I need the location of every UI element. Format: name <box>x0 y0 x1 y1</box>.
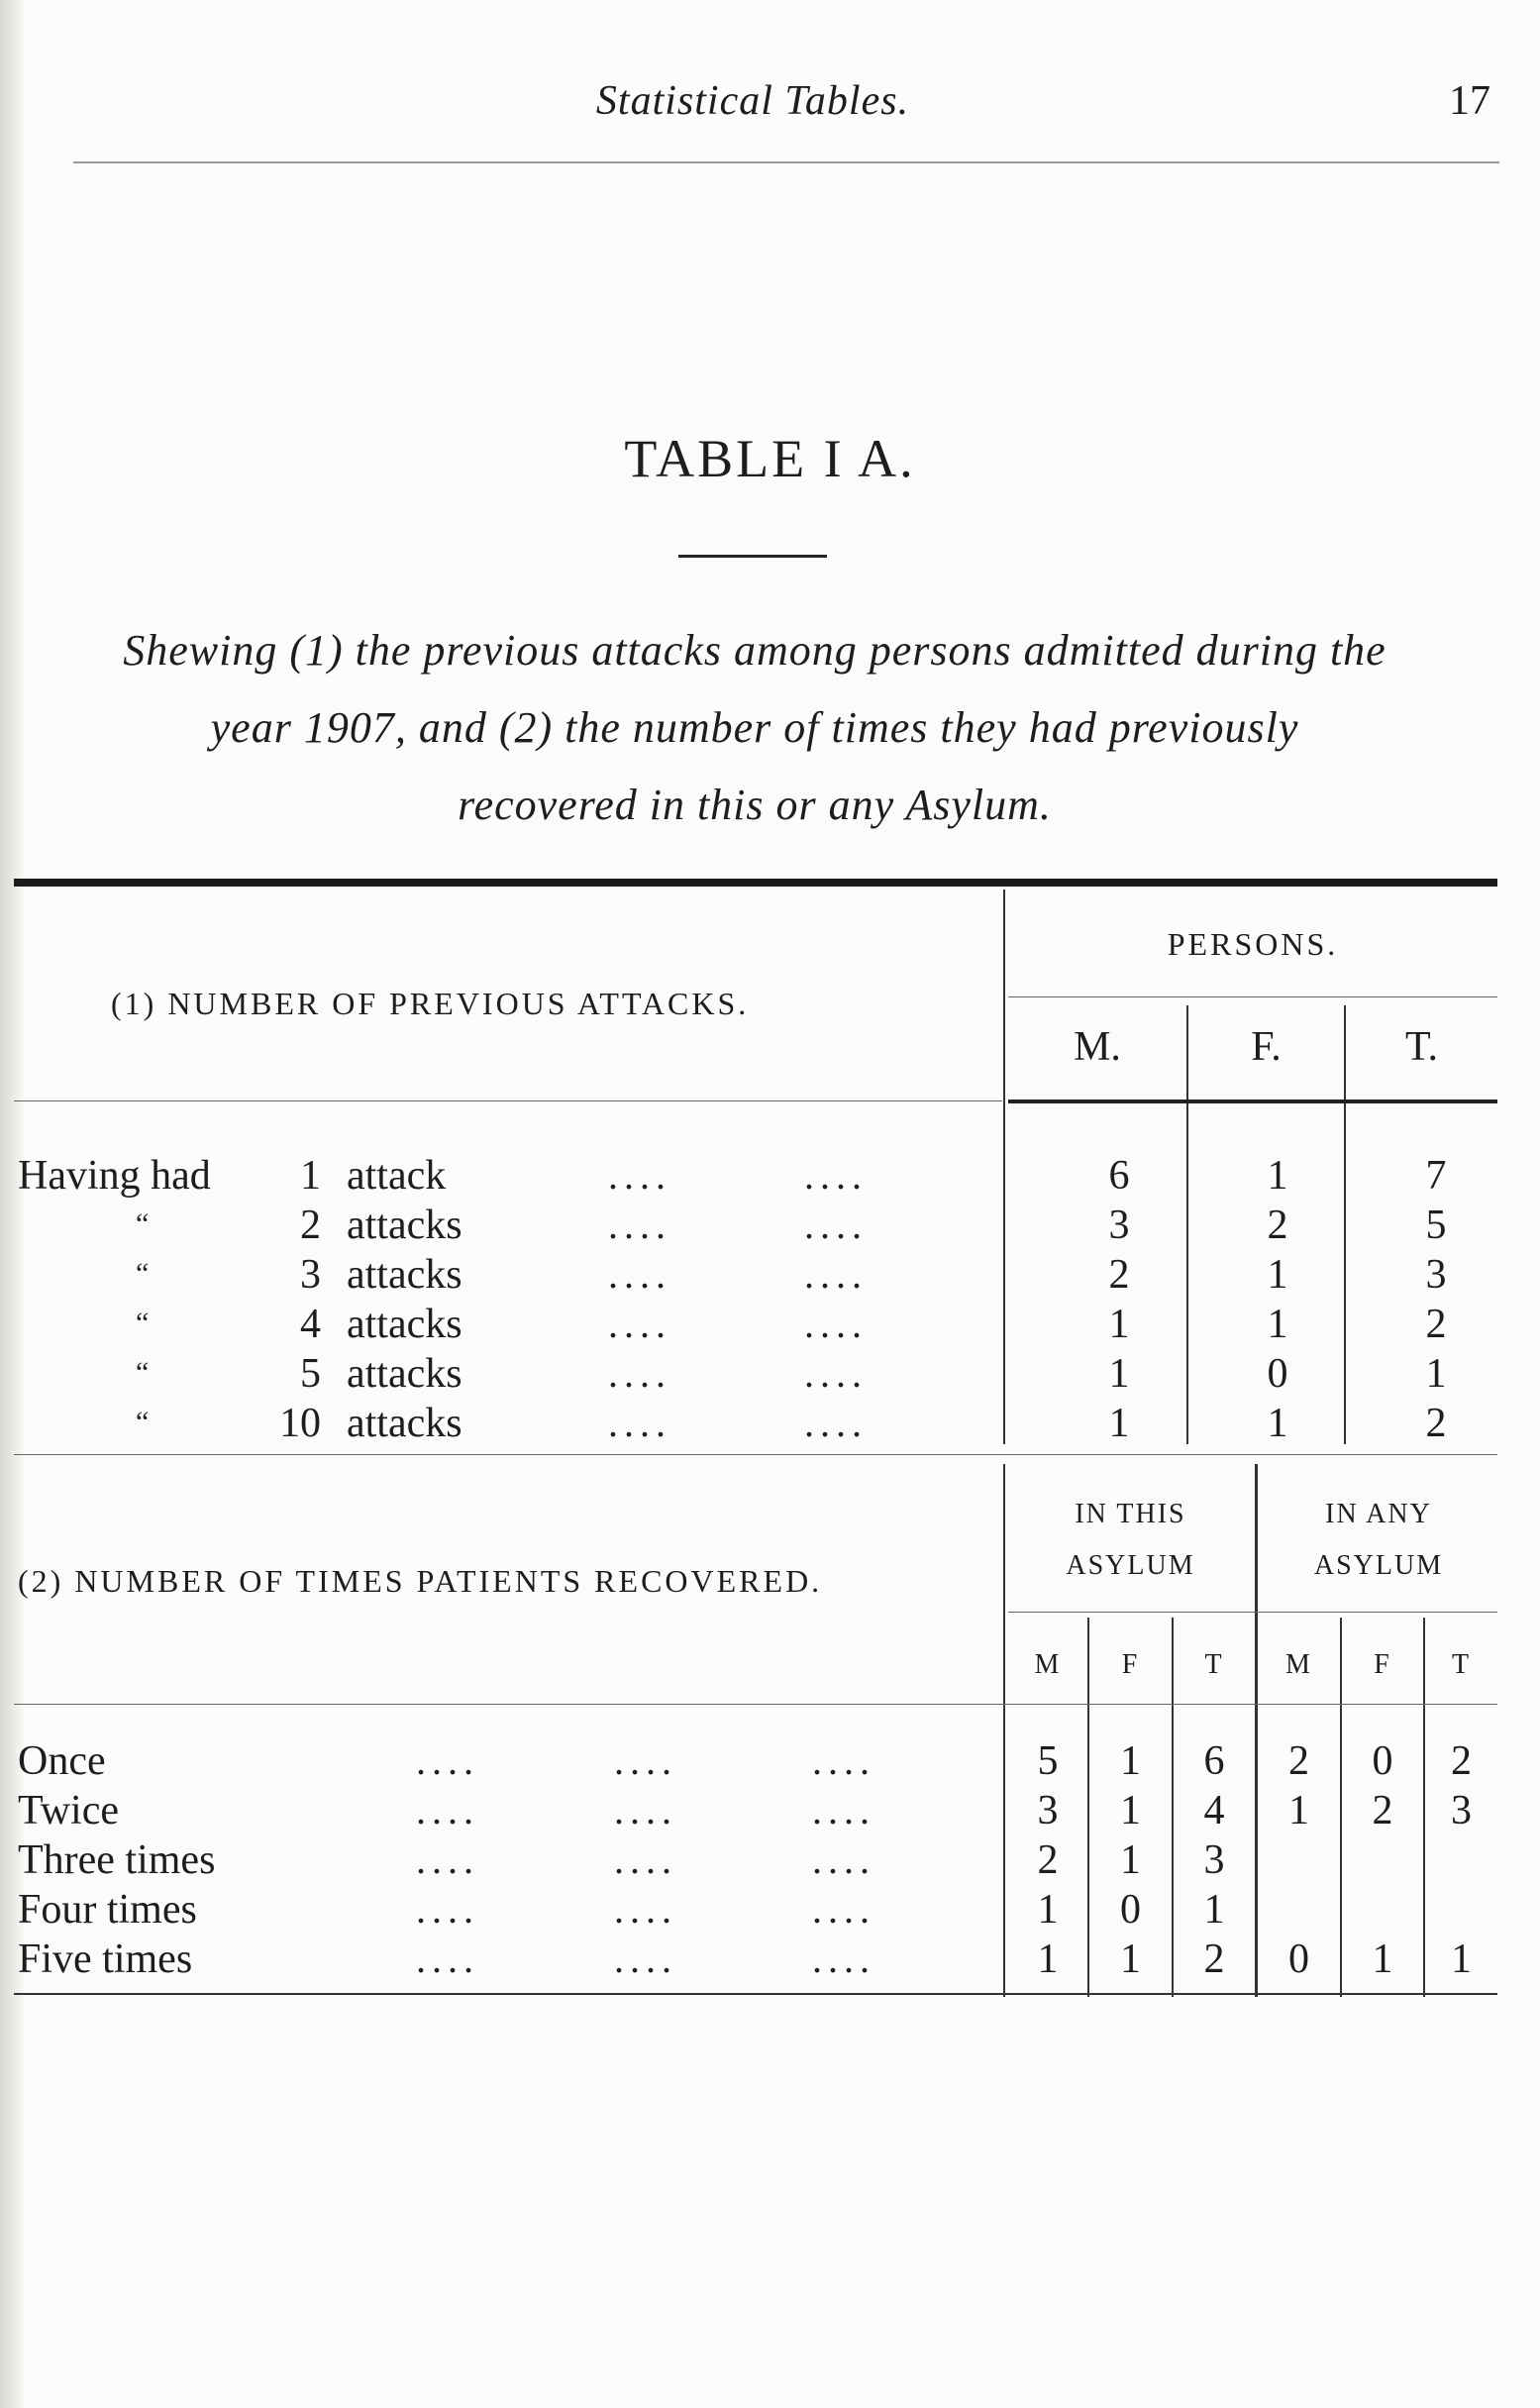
col-any-m: M <box>1285 1649 1312 1680</box>
leader-dots: .... <box>614 1887 677 1932</box>
value-this-t: 3 <box>1203 1837 1225 1883</box>
value-this-t: 2 <box>1203 1937 1225 1982</box>
value-any-f: 0 <box>1372 1738 1393 1784</box>
value-any-t: 1 <box>1451 1937 1472 1982</box>
caption-line: recovered in this or any Asylum. <box>458 781 1052 829</box>
header-line: IN THIS <box>1075 1499 1186 1529</box>
ditto-mark: “ <box>136 1257 150 1290</box>
value-m: 3 <box>1108 1203 1130 1248</box>
value-this-f: 1 <box>1120 1738 1141 1784</box>
attack-unit: attacks <box>347 1351 462 1397</box>
row-prefix: Having had <box>18 1153 211 1199</box>
value-t: 2 <box>1425 1401 1447 1446</box>
leader-dots: .... <box>614 1837 677 1882</box>
leader-dots: .... <box>416 1738 479 1783</box>
col-this-f: F <box>1121 1649 1140 1680</box>
header-rule <box>73 161 1499 163</box>
ditto-mark: “ <box>136 1207 150 1240</box>
attack-count: 10 <box>279 1401 321 1446</box>
header-line: IN ANY <box>1325 1499 1432 1529</box>
attack-count: 2 <box>300 1203 321 1248</box>
value-f: 1 <box>1267 1153 1288 1199</box>
page-edge <box>0 0 26 2408</box>
attack-unit: attacks <box>347 1252 462 1298</box>
leader-dots: .... <box>608 1351 671 1396</box>
value-any-f: 2 <box>1372 1788 1393 1833</box>
col-m: M. <box>1074 1024 1121 1070</box>
leader-dots: .... <box>804 1153 868 1198</box>
leader-dots: .... <box>812 1788 875 1832</box>
value-f: 1 <box>1267 1401 1288 1446</box>
value-t: 7 <box>1425 1153 1447 1199</box>
ditto-mark: “ <box>136 1307 150 1339</box>
value-this-m: 1 <box>1037 1937 1059 1982</box>
leader-dots: .... <box>416 1887 479 1932</box>
value-this-f: 1 <box>1120 1937 1141 1982</box>
recovery-label: Four times <box>18 1887 197 1933</box>
value-any-f: 1 <box>1372 1937 1393 1982</box>
value-any-t: 3 <box>1451 1788 1472 1833</box>
leader-dots: .... <box>608 1252 671 1297</box>
leader-dots: .... <box>614 1738 677 1783</box>
group-rule <box>1008 1612 1497 1613</box>
leader-dots: .... <box>804 1203 868 1247</box>
recovery-label: Five times <box>18 1937 193 1982</box>
value-this-f: 1 <box>1120 1837 1141 1883</box>
value-any-m: 2 <box>1288 1738 1309 1784</box>
table-top-rule <box>14 879 1497 887</box>
leader-dots: .... <box>416 1837 479 1882</box>
running-title: Statistical Tables. <box>595 78 910 124</box>
section2-row-header: (2) NUMBER OF TIMES PATIENTS RECOVERED. <box>18 1563 823 1599</box>
in-any-asylum-header <box>1260 1489 1497 1592</box>
page-number: 17 <box>1449 78 1490 124</box>
value-m: 6 <box>1108 1153 1130 1199</box>
section1-row-header: (1) NUMBER OF PREVIOUS ATTACKS. <box>111 986 750 1021</box>
col-t: T. <box>1404 1024 1439 1070</box>
value-f: 1 <box>1267 1252 1288 1298</box>
leader-dots: .... <box>614 1788 677 1832</box>
attack-unit: attack <box>347 1153 447 1199</box>
recovery-label: Once <box>18 1738 106 1784</box>
value-this-m: 2 <box>1037 1837 1059 1883</box>
leader-dots: .... <box>608 1302 671 1346</box>
column-divider <box>1186 1005 1188 1444</box>
value-t: 1 <box>1425 1351 1447 1397</box>
leader-dots: .... <box>614 1937 677 1981</box>
caption-line: year 1907, and (2) the number of times they had previously <box>210 703 1299 752</box>
value-this-t: 6 <box>1203 1738 1225 1784</box>
column-divider <box>1003 890 1005 1444</box>
section-divider <box>14 1454 1497 1455</box>
leader-dots: .... <box>804 1351 868 1396</box>
header-bottom-rule <box>14 1100 1002 1101</box>
value-this-m: 5 <box>1037 1738 1059 1784</box>
header-bottom-rule-bold <box>1008 1099 1497 1103</box>
leader-dots: .... <box>812 1937 875 1981</box>
col-any-t: T <box>1451 1649 1472 1680</box>
value-f: 0 <box>1267 1351 1288 1397</box>
value-this-m: 1 <box>1037 1887 1059 1933</box>
value-f: 1 <box>1267 1302 1288 1347</box>
value-m: 1 <box>1108 1302 1130 1347</box>
leader-dots: .... <box>608 1203 671 1247</box>
col-this-m: M <box>1034 1649 1062 1680</box>
recovery-label: Three times <box>18 1837 216 1883</box>
table-title: TABLE I A. <box>624 429 916 488</box>
attack-count: 1 <box>300 1153 321 1199</box>
attack-count: 5 <box>300 1351 321 1397</box>
attack-unit: attacks <box>347 1302 462 1347</box>
ditto-mark: “ <box>136 1356 150 1389</box>
header-line: ASYLUM <box>1066 1550 1195 1581</box>
leader-dots: .... <box>812 1837 875 1882</box>
running-header <box>0 77 1540 137</box>
value-any-m: 1 <box>1288 1788 1309 1833</box>
value-this-t: 1 <box>1203 1887 1225 1933</box>
header-bottom-rule <box>14 1704 1497 1705</box>
value-f: 2 <box>1267 1203 1288 1248</box>
attack-count: 4 <box>300 1302 321 1347</box>
leader-dots: .... <box>804 1401 868 1445</box>
title-rule <box>678 555 827 558</box>
leader-dots: .... <box>608 1401 671 1445</box>
group-rule <box>1008 996 1497 997</box>
value-any-t: 2 <box>1451 1738 1472 1784</box>
col-f: F. <box>1251 1024 1282 1070</box>
column-divider <box>1003 1464 1005 1997</box>
value-t: 5 <box>1425 1203 1447 1248</box>
value-this-m: 3 <box>1037 1788 1059 1833</box>
caption-line: Shewing (1) the previous attacks among persons admitted during the <box>123 626 1386 675</box>
table-caption <box>12 612 1497 844</box>
value-m: 1 <box>1108 1351 1130 1397</box>
persons-header: PERSONS. <box>1167 926 1339 962</box>
value-this-f: 0 <box>1120 1887 1141 1933</box>
attack-unit: attacks <box>347 1401 462 1446</box>
group-divider <box>1255 1464 1258 1997</box>
col-any-f: F <box>1374 1649 1391 1680</box>
value-this-f: 1 <box>1120 1788 1141 1833</box>
column-divider <box>1344 1005 1346 1444</box>
value-any-m: 0 <box>1288 1937 1309 1982</box>
leader-dots: .... <box>812 1738 875 1783</box>
table-bottom-rule <box>14 1993 1497 1995</box>
leader-dots: .... <box>804 1252 868 1297</box>
leader-dots: .... <box>812 1887 875 1932</box>
leader-dots: .... <box>608 1153 671 1198</box>
recovery-label: Twice <box>18 1788 120 1833</box>
value-m: 1 <box>1108 1401 1130 1446</box>
value-t: 2 <box>1425 1302 1447 1347</box>
leader-dots: .... <box>416 1937 479 1981</box>
in-this-asylum-header <box>1008 1489 1253 1592</box>
attack-count: 3 <box>300 1252 321 1298</box>
leader-dots: .... <box>804 1302 868 1346</box>
attack-unit: attacks <box>347 1203 462 1248</box>
value-t: 3 <box>1425 1252 1447 1298</box>
leader-dots: .... <box>416 1788 479 1832</box>
value-this-t: 4 <box>1203 1788 1225 1833</box>
header-line: ASYLUM <box>1313 1550 1444 1581</box>
col-this-t: T <box>1204 1649 1224 1680</box>
value-m: 2 <box>1108 1252 1130 1298</box>
ditto-mark: “ <box>136 1406 150 1438</box>
